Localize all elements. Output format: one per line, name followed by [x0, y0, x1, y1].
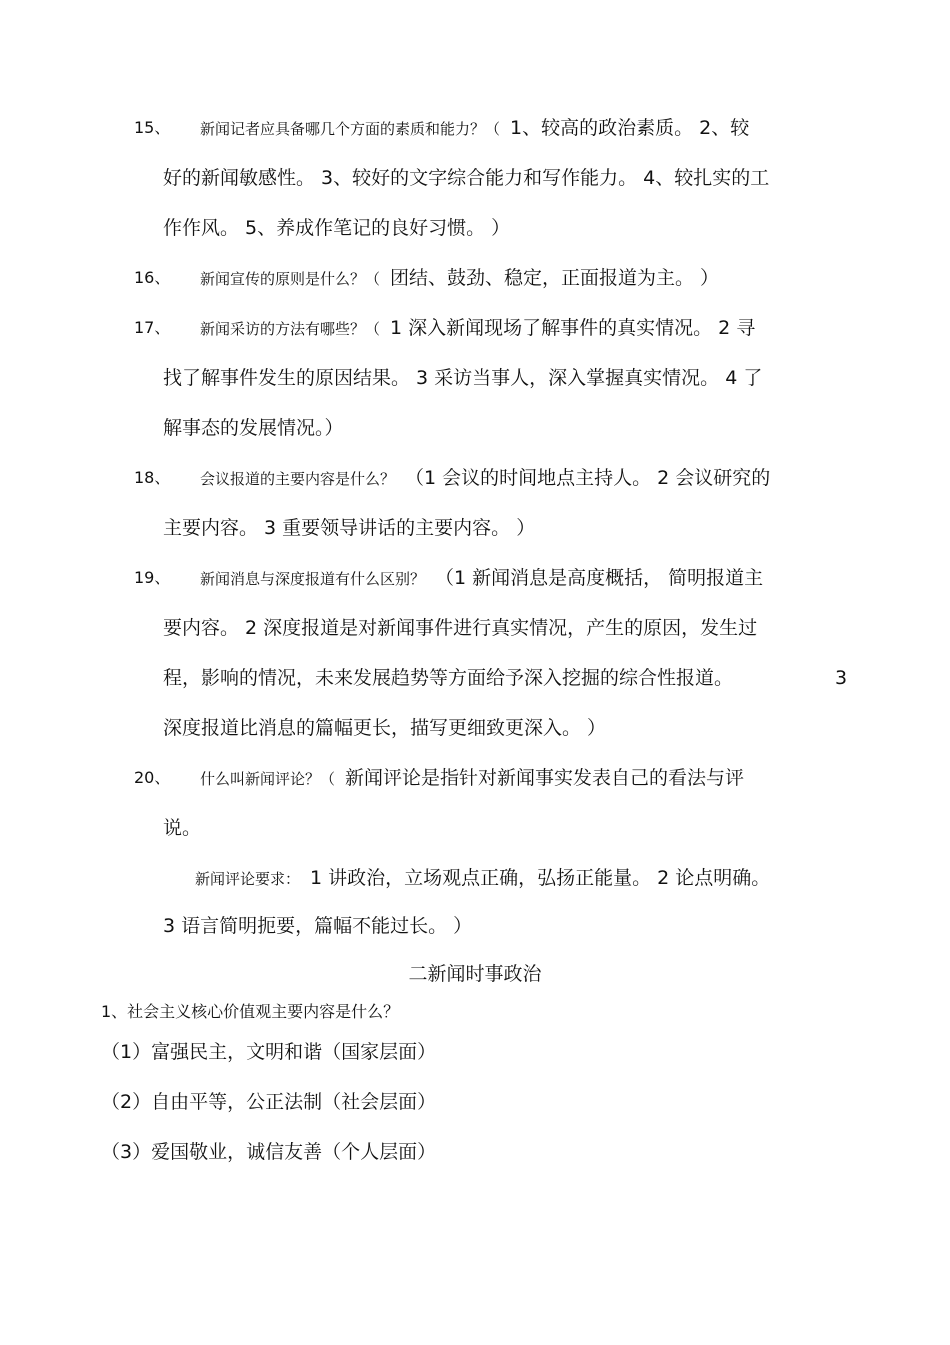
item-17-answer-line-3: 解事态的发展情况。） — [163, 417, 344, 439]
item-19-answer-line-3-tail: 3 — [835, 667, 848, 689]
item-number-15: 15、 — [134, 118, 171, 137]
item-15-answer-line-1: 1、较高的政治素质。 2、较 — [510, 117, 750, 139]
item-18-first-line — [200, 466, 770, 491]
item-15-question: 新闻记者应具备哪几个方面的素质和能力？（ — [200, 120, 501, 138]
item-20-requirements-label: 新闻评论要求： — [195, 870, 301, 888]
item-18-answer-line-1: （1 会议的时间地点主持人。 2 会议研究的 — [405, 467, 771, 489]
item-number-20: 20、 — [134, 768, 171, 787]
item-number-17: 17、 — [134, 318, 171, 337]
item-19-first-line — [200, 566, 763, 591]
item-20-first-line — [200, 766, 744, 791]
item-16-answer-line-1: 团结、鼓劲、稳定，正面报道为主。 ） — [390, 267, 720, 289]
item-19-answer-line-3: 程，影响的情况，未来发展趋势等方面给予深入挖掘的综合性报道。 — [163, 667, 734, 689]
item-18-answer-line-2: 主要内容。 3 重要领导讲话的主要内容。 ） — [163, 517, 536, 539]
item-19-answer-line-2: 要内容。 2 深度报道是对新闻事件进行真实情况，产生的原因，发生过 — [163, 617, 758, 639]
section-title: 二新闻时事政治 — [408, 963, 542, 985]
item-20-requirements-line-2: 3 语言简明扼要，篇幅不能过长。 ） — [163, 915, 473, 937]
item-18-question: 会议报道的主要内容是什么？ — [200, 470, 396, 488]
item-20-question: 什么叫新闻评论？（ — [200, 770, 336, 788]
item-17-question: 新闻采访的方法有哪些？（ — [200, 320, 381, 338]
item-number-19: 19、 — [134, 568, 171, 587]
item-15-answer-line-3: 作作风。 5、养成作笔记的良好习惯。 ） — [163, 217, 511, 239]
item-16-question: 新闻宣传的原则是什么？（ — [200, 270, 381, 288]
item-17-answer-line-1: 1 深入新闻现场了解事件的真实情况。 2 寻 — [390, 317, 756, 339]
item-number-16: 16、 — [134, 268, 171, 287]
item-19-answer-line-4: 深度报道比消息的篇幅更长，描写更细致更深入。 ） — [163, 717, 607, 739]
item-15-first-line — [200, 116, 749, 141]
item-19-question: 新闻消息与深度报道有什么区别？ — [200, 570, 426, 588]
item-17-answer-line-2: 找了解事件发生的原因结果。 3 采访当事人，深入掌握真实情况。 4 了 — [163, 367, 763, 389]
item-15-answer-line-2: 好的新闻敏感性。 3、较好的文字综合能力和写作能力。 4、较扎实的工 — [163, 167, 770, 189]
item-19-answer-line-1: （1 新闻消息是高度概括， 简明报道主 — [435, 567, 764, 589]
section-question: 1、社会主义核心价值观主要内容是什么？ — [101, 1002, 400, 1021]
item-16-first-line — [200, 266, 719, 291]
item-number-18: 18、 — [134, 468, 171, 487]
item-20-answer-line-2: 说。 — [163, 817, 202, 839]
answer-item-1: （1）富强民主，文明和谐（国家层面） — [101, 1041, 437, 1063]
item-17-first-line — [200, 316, 755, 341]
item-20-requirements-text-1: 1 讲政治，立场观点正确，弘扬正能量。 2 论点明确。 — [310, 867, 771, 889]
item-20-requirements-line-1 — [195, 866, 770, 891]
answer-item-2: （2）自由平等，公正法制（社会层面） — [101, 1091, 437, 1113]
item-20-answer-line-1: 新闻评论是指针对新闻事实发表自己的看法与评 — [345, 767, 745, 789]
answer-item-3: （3）爱国敬业，诚信友善（个人层面） — [101, 1141, 437, 1163]
